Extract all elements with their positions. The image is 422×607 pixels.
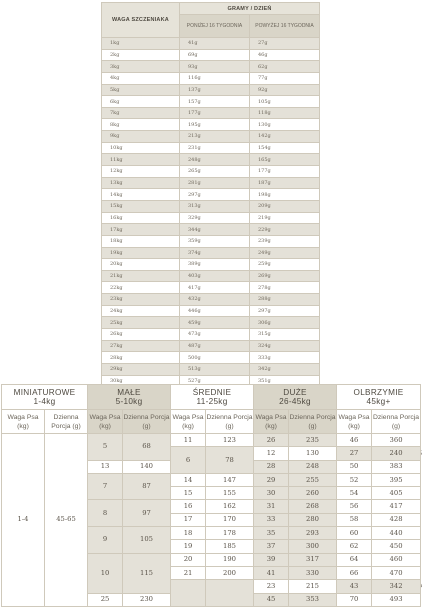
table-row <box>102 154 320 166</box>
table-row <box>102 363 320 375</box>
puppy-weight-cell: 14kg <box>102 189 180 201</box>
category-range: 5-10kg <box>115 397 143 406</box>
giant-portion-cell: 450 <box>372 540 421 553</box>
large-portion-cell: 293 <box>289 527 337 540</box>
table-row <box>102 259 320 271</box>
giant-weight-cell: 66 <box>337 566 372 579</box>
small-portion-cell: 87 <box>123 473 171 500</box>
puppy-weight-cell: 3kg <box>102 61 180 73</box>
giant-weight-cell: 56 <box>337 500 372 513</box>
medium-weight-cell: 19 <box>171 540 206 553</box>
over-16-weeks-cell: 209g <box>250 200 320 212</box>
large-portion-cell: 240 <box>372 447 421 460</box>
under-16-weeks-cell: 487g <box>180 340 250 352</box>
table-row <box>102 96 320 108</box>
medium-portion-cell: 123 <box>206 434 254 447</box>
large-weight-cell: 41 <box>254 566 289 579</box>
medium-weight-cell: 18 <box>171 527 206 540</box>
over-16-weeks-header: POWYŻEJ 16 TYGODNIA <box>250 15 320 38</box>
table-row <box>102 107 320 119</box>
giant-portion-cell: 460 <box>372 553 421 566</box>
puppy-weight-cell: 13kg <box>102 177 180 189</box>
under-16-weeks-cell: 231g <box>180 142 250 154</box>
puppy-weight-cell: 23kg <box>102 294 180 306</box>
medium-portion-cell: 200 <box>206 566 254 579</box>
under-16-weeks-cell: 500g <box>180 352 250 364</box>
large-weight-cell: 43 <box>337 580 372 593</box>
over-16-weeks-cell: 27g <box>250 38 320 50</box>
over-16-weeks-cell: 154g <box>250 142 320 154</box>
under-16-weeks-cell: 297g <box>180 189 250 201</box>
large-weight-cell: 35 <box>254 527 289 540</box>
giant-portion-cell: 360 <box>372 434 421 447</box>
medium-weight-cell: 23 <box>254 580 289 593</box>
table-row <box>102 119 320 131</box>
puppy-weight-cell: 26kg <box>102 329 180 341</box>
table-row <box>102 49 320 61</box>
portion-column-header: Dzienna Porcja (g) <box>289 410 337 434</box>
large-weight-cell: 30 <box>254 487 289 500</box>
over-16-weeks-cell: 249g <box>250 247 320 259</box>
puppy-weight-cell: 16kg <box>102 212 180 224</box>
table-row <box>102 212 320 224</box>
puppy-weight-cell: 22kg <box>102 282 180 294</box>
under-16-weeks-cell: 403g <box>180 270 250 282</box>
medium-portion-cell: 185 <box>206 540 254 553</box>
large-weight-cell: 39 <box>254 553 289 566</box>
puppy-weight-cell: 6kg <box>102 96 180 108</box>
category-name: MINIATUROWE <box>13 388 76 397</box>
weight-column-header: Waga Psa (kg) <box>254 410 289 434</box>
over-16-weeks-cell: 187g <box>250 177 320 189</box>
giant-portion-cell: 470 <box>372 566 421 579</box>
table-row <box>102 247 320 259</box>
weight-column-header: Waga Psa (kg) <box>88 410 123 434</box>
large-portion-cell: 268 <box>289 500 337 513</box>
under-16-weeks-cell: 69g <box>180 49 250 61</box>
table-row <box>102 72 320 84</box>
puppy-weight-cell: 12kg <box>102 166 180 178</box>
category-name: MAŁE <box>117 388 141 397</box>
under-16-weeks-cell: 195g <box>180 119 250 131</box>
puppy-weight-cell: 20kg <box>102 259 180 271</box>
puppy-weight-cell: 9kg <box>102 131 180 143</box>
under-16-weeks-header: PONIŻEJ 16 TYGODNIA <box>180 15 250 38</box>
medium-weight-cell: 13 <box>88 460 123 473</box>
puppy-weight-cell: 15kg <box>102 200 180 212</box>
large-weight-cell: 28 <box>254 460 289 473</box>
puppy-weight-cell: 30kg <box>102 375 180 387</box>
large-portion-cell: 353 <box>289 593 337 606</box>
medium-weight-cell: 11 <box>171 434 206 447</box>
table-row <box>102 142 320 154</box>
puppy-weight-cell: 11kg <box>102 154 180 166</box>
category-small <box>88 385 171 410</box>
over-16-weeks-cell: 165g <box>250 154 320 166</box>
category-name: OLBRZYMIE <box>353 388 404 397</box>
category-medium <box>171 385 254 410</box>
under-16-weeks-cell: 446g <box>180 305 250 317</box>
table-row <box>102 61 320 73</box>
giant-portion-cell: 440 <box>372 527 421 540</box>
over-16-weeks-cell: 118g <box>250 107 320 119</box>
over-16-weeks-cell: 324g <box>250 340 320 352</box>
category-range: 1-4kg <box>33 397 56 406</box>
over-16-weeks-cell: 297g <box>250 305 320 317</box>
small-portion-cell: 78 <box>206 447 254 474</box>
under-16-weeks-cell: 137g <box>180 84 250 96</box>
giant-portion-cell: 493 <box>372 593 421 606</box>
large-portion-cell: 255 <box>289 473 337 486</box>
under-16-weeks-cell: 177g <box>180 107 250 119</box>
over-16-weeks-cell: 351g <box>250 375 320 387</box>
under-16-weeks-cell: 344g <box>180 224 250 236</box>
small-portion-cell <box>206 580 254 607</box>
puppy-feeding-table <box>101 2 320 387</box>
puppy-weight-header: WAGA SZCZENIAKA <box>102 3 180 38</box>
mini-portion-cell: 45-65 <box>45 434 88 607</box>
portion-column-header: Dzienna Porcja (g) <box>372 410 421 434</box>
puppy-table-body <box>102 38 320 387</box>
giant-portion-cell: 383 <box>372 460 421 473</box>
under-16-weeks-cell: 157g <box>180 96 250 108</box>
table-row <box>102 235 320 247</box>
medium-portion-cell: 230 <box>123 593 171 606</box>
small-weight-cell: 10 <box>88 553 123 593</box>
under-16-weeks-cell: 473g <box>180 329 250 341</box>
under-16-weeks-cell: 417g <box>180 282 250 294</box>
under-16-weeks-cell: 374g <box>180 247 250 259</box>
medium-portion-cell: 190 <box>206 553 254 566</box>
table-row <box>102 340 320 352</box>
adult-feeding-table <box>1 384 421 607</box>
small-weight-cell: 6 <box>171 447 206 474</box>
puppy-weight-cell: 5kg <box>102 84 180 96</box>
table-row <box>102 224 320 236</box>
under-16-weeks-cell: 313g <box>180 200 250 212</box>
category-giant <box>337 385 421 410</box>
large-weight-cell: 45 <box>254 593 289 606</box>
weight-column-header: Waga Psa (kg) <box>2 410 45 434</box>
large-portion-cell: 235 <box>289 434 337 447</box>
puppy-weight-cell: 25kg <box>102 317 180 329</box>
large-portion-cell: 317 <box>289 553 337 566</box>
giant-weight-cell: 50 <box>337 460 372 473</box>
puppy-weight-cell: 4kg <box>102 72 180 84</box>
portion-column-header: Dzienna Porcja (g) <box>123 410 171 434</box>
giant-weight-cell: 62 <box>337 540 372 553</box>
large-weight-cell: 31 <box>254 500 289 513</box>
under-16-weeks-cell: 527g <box>180 375 250 387</box>
giant-weight-cell: 54 <box>337 487 372 500</box>
under-16-weeks-cell: 213g <box>180 131 250 143</box>
medium-weight-cell: 20 <box>171 553 206 566</box>
large-weight-cell: 27 <box>337 447 372 460</box>
category-miniature <box>2 385 88 410</box>
medium-portion-cell: 178 <box>206 527 254 540</box>
small-weight-cell: 5 <box>88 434 123 461</box>
under-16-weeks-cell: 459g <box>180 317 250 329</box>
large-weight-cell: 33 <box>254 513 289 526</box>
table-row <box>102 305 320 317</box>
over-16-weeks-cell: 105g <box>250 96 320 108</box>
medium-portion-cell: 140 <box>123 460 171 473</box>
small-portion-cell: 68 <box>123 434 171 461</box>
table-row <box>102 84 320 96</box>
giant-portion-cell: 417 <box>372 500 421 513</box>
over-16-weeks-cell: 198g <box>250 189 320 201</box>
large-portion-cell: 342 <box>372 580 421 593</box>
under-16-weeks-cell: 41g <box>180 38 250 50</box>
weight-column-header: Waga Psa (kg) <box>337 410 372 434</box>
over-16-weeks-cell: 62g <box>250 61 320 73</box>
puppy-weight-cell: 1kg <box>102 38 180 50</box>
over-16-weeks-cell: 92g <box>250 84 320 96</box>
medium-weight-cell: 17 <box>171 513 206 526</box>
medium-weight-cell: 25 <box>88 593 123 606</box>
over-16-weeks-cell: 333g <box>250 352 320 364</box>
table-row <box>102 282 320 294</box>
large-weight-cell: 26 <box>254 434 289 447</box>
table-row <box>2 434 421 447</box>
small-portion-cell: 105 <box>123 527 171 554</box>
puppy-weight-cell: 2kg <box>102 49 180 61</box>
giant-portion-cell: 395 <box>372 473 421 486</box>
over-16-weeks-cell: 269g <box>250 270 320 282</box>
category-range: 45kg+ <box>366 397 391 406</box>
large-portion-cell: 330 <box>289 566 337 579</box>
over-16-weeks-cell: 288g <box>250 294 320 306</box>
puppy-weight-cell: 18kg <box>102 235 180 247</box>
giant-weight-cell: 58 <box>337 513 372 526</box>
small-weight-cell: 8 <box>88 500 123 527</box>
medium-portion-cell: 170 <box>206 513 254 526</box>
medium-portion-cell: 215 <box>289 580 337 593</box>
category-name: DUŻE <box>283 388 307 397</box>
giant-portion-cell: 405 <box>372 487 421 500</box>
under-16-weeks-cell: 329g <box>180 212 250 224</box>
medium-weight-cell: 21 <box>171 566 206 579</box>
over-16-weeks-cell: 130g <box>250 119 320 131</box>
medium-weight-cell: 16 <box>171 500 206 513</box>
puppy-weight-cell: 24kg <box>102 305 180 317</box>
puppy-weight-cell: 27kg <box>102 340 180 352</box>
puppy-weight-cell: 10kg <box>102 142 180 154</box>
large-portion-cell: 280 <box>289 513 337 526</box>
over-16-weeks-cell: 315g <box>250 329 320 341</box>
portion-column-header: Dzienna Porcja (g) <box>206 410 254 434</box>
under-16-weeks-cell: 513g <box>180 363 250 375</box>
puppy-weight-cell: 28kg <box>102 352 180 364</box>
medium-weight-cell: 12 <box>254 447 289 460</box>
puppy-weight-cell: 19kg <box>102 247 180 259</box>
over-16-weeks-cell: 342g <box>250 363 320 375</box>
giant-weight-cell: 70 <box>337 593 372 606</box>
table-row <box>102 352 320 364</box>
table-row <box>102 189 320 201</box>
large-portion-cell: 260 <box>289 487 337 500</box>
giant-weight-cell: 46 <box>337 434 372 447</box>
table-row <box>102 177 320 189</box>
giant-weight-cell: 64 <box>337 553 372 566</box>
medium-weight-cell: 15 <box>171 487 206 500</box>
puppy-weight-cell: 21kg <box>102 270 180 282</box>
under-16-weeks-cell: 432g <box>180 294 250 306</box>
over-16-weeks-cell: 46g <box>250 49 320 61</box>
under-16-weeks-cell: 93g <box>180 61 250 73</box>
table-row <box>102 166 320 178</box>
medium-weight-cell: 14 <box>171 473 206 486</box>
under-16-weeks-cell: 248g <box>180 154 250 166</box>
giant-weight-cell: 60 <box>337 527 372 540</box>
large-portion-cell: 300 <box>289 540 337 553</box>
over-16-weeks-cell: 239g <box>250 235 320 247</box>
over-16-weeks-cell: 259g <box>250 259 320 271</box>
over-16-weeks-cell: 306g <box>250 317 320 329</box>
table-row <box>102 200 320 212</box>
category-name: ŚREDNIE <box>192 388 232 397</box>
medium-portion-cell: 147 <box>206 473 254 486</box>
under-16-weeks-cell: 281g <box>180 177 250 189</box>
adult-table-body <box>2 434 421 607</box>
under-16-weeks-cell: 359g <box>180 235 250 247</box>
table-row <box>102 317 320 329</box>
category-range: 26-45kg <box>279 397 311 406</box>
medium-portion-cell: 162 <box>206 500 254 513</box>
weight-column-header: Waga Psa (kg) <box>171 410 206 434</box>
small-weight-cell: 7 <box>88 473 123 500</box>
under-16-weeks-cell: 389g <box>180 259 250 271</box>
small-weight-cell <box>171 580 206 607</box>
over-16-weeks-cell: 77g <box>250 72 320 84</box>
puppy-weight-cell: 29kg <box>102 363 180 375</box>
small-weight-cell: 9 <box>88 527 123 554</box>
table-row <box>102 38 320 50</box>
table-row <box>102 131 320 143</box>
over-16-weeks-cell: 177g <box>250 166 320 178</box>
large-portion-cell: 248 <box>289 460 337 473</box>
puppy-weight-cell: 17kg <box>102 224 180 236</box>
large-weight-cell: 37 <box>254 540 289 553</box>
giant-portion-cell: 428 <box>372 513 421 526</box>
large-weight-cell: 29 <box>254 473 289 486</box>
table-row <box>102 270 320 282</box>
category-large <box>254 385 337 410</box>
over-16-weeks-cell: 142g <box>250 131 320 143</box>
small-portion-cell: 115 <box>123 553 171 593</box>
category-range: 11-25kg <box>196 397 228 406</box>
giant-weight-cell: 52 <box>337 473 372 486</box>
table-row <box>102 329 320 341</box>
over-16-weeks-cell: 219g <box>250 212 320 224</box>
medium-portion-cell: 130 <box>289 447 337 460</box>
puppy-weight-cell: 7kg <box>102 107 180 119</box>
small-portion-cell: 97 <box>123 500 171 527</box>
mini-weight-cell: 1-4 <box>2 434 45 607</box>
table-row <box>102 294 320 306</box>
puppy-weight-cell: 8kg <box>102 119 180 131</box>
over-16-weeks-cell: 278g <box>250 282 320 294</box>
medium-portion-cell: 155 <box>206 487 254 500</box>
under-16-weeks-cell: 265g <box>180 166 250 178</box>
portion-column-header: Dzienna Porcja (g) <box>45 410 88 434</box>
grams-per-day-header: GRAMY / DZIEŃ <box>180 3 320 15</box>
over-16-weeks-cell: 229g <box>250 224 320 236</box>
under-16-weeks-cell: 116g <box>180 72 250 84</box>
